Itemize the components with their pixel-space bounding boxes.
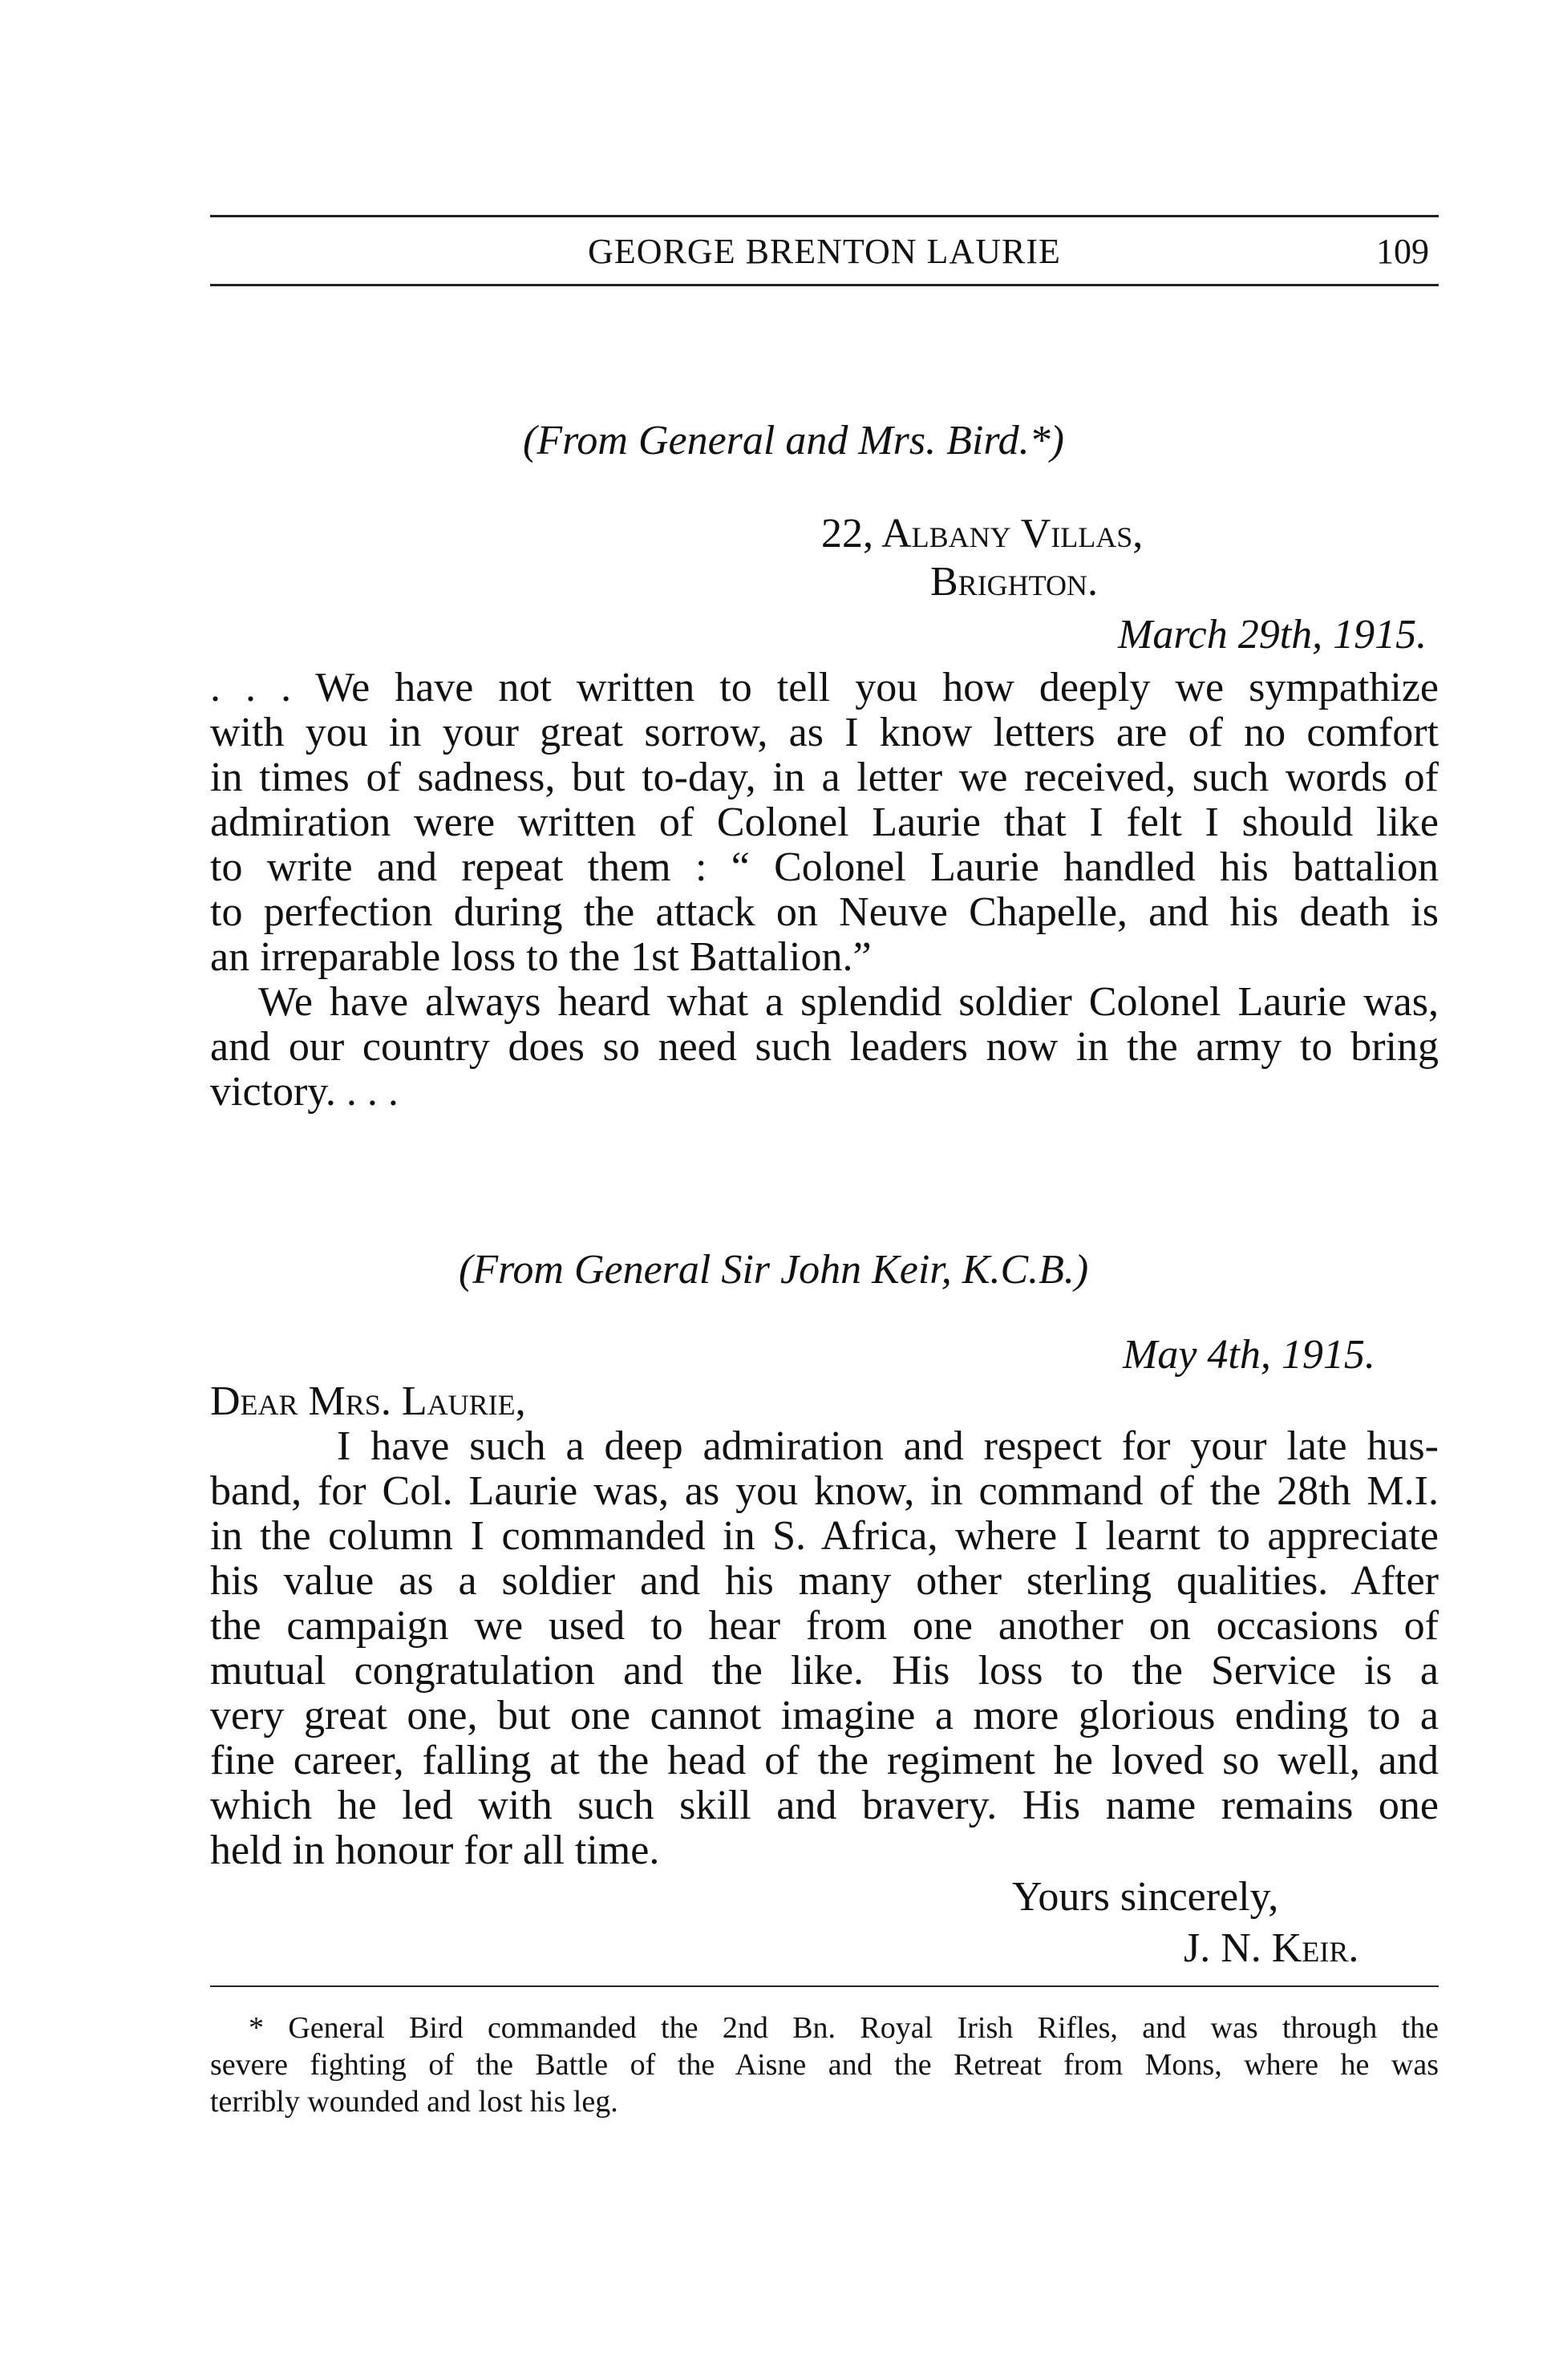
text-line: victory. . . . [210,1069,399,1115]
text-line: in times of sadness, but to-day, in a letter we received, such words of [210,755,1439,800]
text-line: band, for Col. Laurie was, as you know, in command of the 28th M.I. [210,1468,1439,1514]
text-line: admiration were written of Colonel Laurie that I felt I should like [210,799,1439,845]
text-line: the campaign we used to hear from one another on occasions of [210,1603,1439,1649]
text-line: We have always heard what a splendid soldier Colonel Laurie was, [258,979,1439,1025]
letter2-salutation: Dear Mrs. Laurie, [210,1378,526,1424]
letter1-date: March 29th, 1915. [1118,612,1427,658]
letter2-date: May 4th, 1915. [1123,1332,1375,1378]
text-line: very great one, but one cannot imagine a more glorious ending to a [210,1693,1439,1738]
letter2-heading: (From General Sir John Keir, K.C.B.) [459,1247,1089,1293]
running-title: GEORGE BRENTON LAURIE [588,232,1061,271]
text-line: with you in your great sorrow, as I know letters are of no comfort [210,710,1439,755]
text-line: fine career, falling at the head of the regiment he loved so well, and [210,1738,1439,1783]
text-line: . . . We have not written to tell you how deeply we sympathize [210,665,1439,710]
text-line: I have such a deep admiration and respect for your late hus- [337,1423,1439,1469]
text-line: to perfection during the attack on Neuve Chapelle, and his death is [210,889,1439,935]
text-line: to write and repeat them : “ Colonel Laurie handled his battalion [210,844,1439,890]
header-top-rule [210,215,1439,217]
text-line: and our country does so need such leaders now in the army to bring [210,1024,1439,1070]
footnote-line: severe fighting of the Battle of the Aisne and the Retreat from Mons, where he was [210,2048,1439,2082]
letter1-address-line1: 22, Albany Villas, [821,511,1144,557]
letter2-signature: J. N. Keir. [1184,1925,1359,1971]
text-line: mutual congratulation and the like. His loss to the Service is a [210,1648,1439,1694]
footnote-line: terribly wounded and lost his leg. [210,2085,618,2119]
header-bottom-rule [210,284,1439,286]
footnote-rule [210,1985,1439,1987]
text-line: in the column I commanded in S. Africa, where I learnt to appreciate [210,1513,1439,1559]
text-line: held in honour for all time. [210,1828,660,1873]
letter2-closing: Yours sincerely, [1012,1874,1279,1920]
page-number: 109 [1376,232,1429,271]
text-line: which he led with such skill and bravery. His name remains one [210,1783,1439,1828]
text-line: an irreparable loss to the 1st Battalion.” [210,934,872,980]
footnote-line: * General Bird commanded the 2nd Bn. Royal Irish Rifles, and was through the [249,2011,1439,2045]
letter1-address-line2: Brighton. [930,559,1099,605]
letter1-heading: (From General and Mrs. Bird.*) [523,418,1064,463]
text-line: his value as a soldier and his many other sterling qualities. After [210,1558,1439,1604]
running-header [210,228,1439,276]
